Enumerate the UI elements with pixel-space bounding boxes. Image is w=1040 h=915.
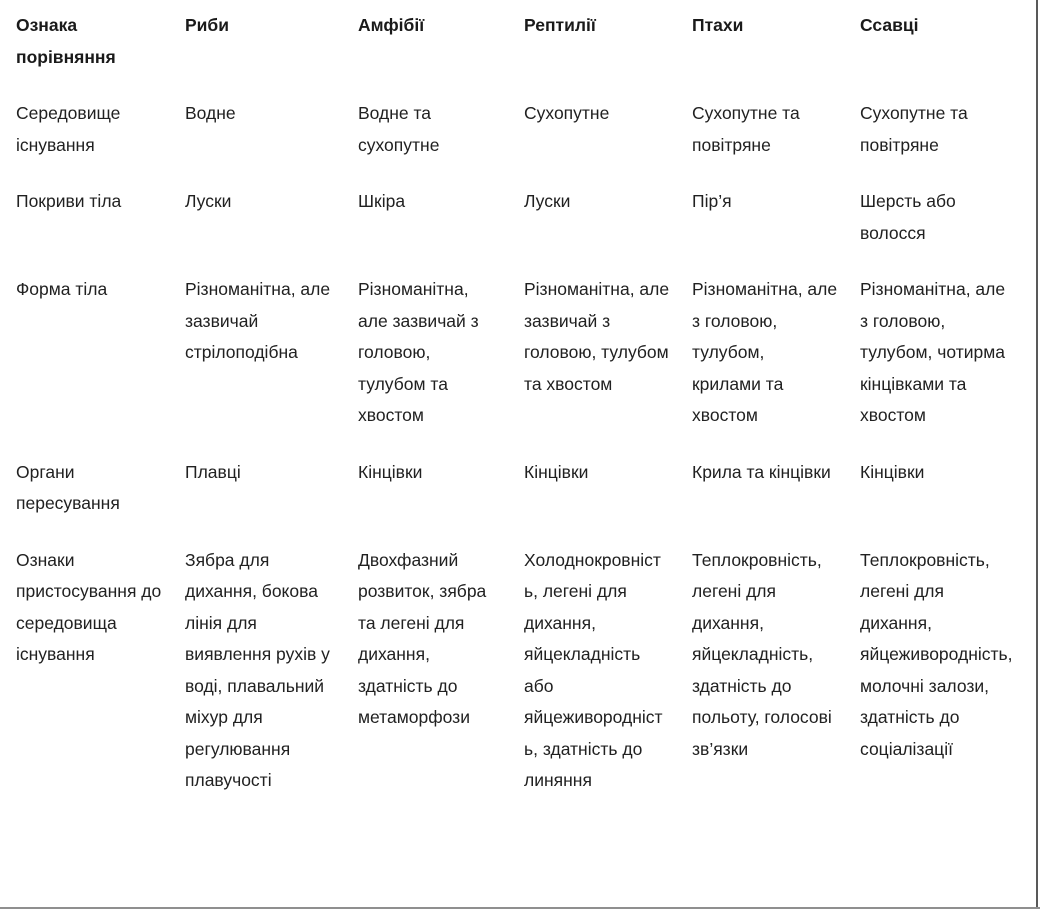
table-cell: Різноманітна, але з головою, тулубом, крилами та хвостом [692, 279, 838, 425]
table-cell: Луски [185, 191, 232, 211]
table-cell: Двохфазний розвиток, зябра та легені для дихання, здатність до метаморфози [358, 549, 487, 727]
column-header-amphibians: Амфібії [358, 15, 425, 35]
row-feature-label: Середовище існування [16, 103, 121, 155]
table-cell: Сухопутне та повітряне [860, 103, 968, 155]
table-cell: Сухопутне [524, 103, 610, 123]
table-row [16, 186, 1036, 249]
table-cell: Луски [524, 191, 571, 211]
table-cell: Теплокровність, легені для дихання, яйцеживородність, молочні залози, здатність до соціалізації [860, 549, 1013, 759]
table-right-border [1036, 0, 1038, 908]
row-feature-label: Ознаки пристосування до середовища існування [16, 549, 162, 664]
row-feature-label: Форма тіла [16, 279, 108, 299]
table-cell: Водне та сухопутне [358, 103, 440, 155]
table-cell: Шкіра [358, 191, 406, 211]
table-cell: Зябра для дихання, бокова лінія для виявлення рухів у воді, плавальний міхур для регулювання плавучості [185, 549, 330, 790]
table-cell: Холоднокровність, легені для дихання, яйцекладність або яйцеживородність, здатність до линяння [524, 549, 663, 790]
table-cell: Різноманітна, але з головою, тулубом, чотирма кінцівками та хвостом [860, 279, 1006, 425]
column-header-mammals: Ссавці [860, 15, 919, 35]
table-cell: Сухопутне та повітряне [692, 103, 800, 155]
row-feature-label: Покриви тіла [16, 191, 122, 211]
table-cell: Водне [185, 103, 236, 123]
table-cell: Різноманітна, але зазвичай з головою, тулубом та хвостом [524, 279, 670, 394]
table-cell: Кінцівки [524, 461, 589, 482]
table-cell: Теплокровність, легені для дихання, яйцекладність, здатність до польоту, голосові зв’язки [692, 549, 832, 759]
table-cell: Кінцівки [860, 461, 925, 482]
table-row [16, 545, 1036, 797]
table-cell: Різноманітна, але зазвичай з головою, тулубом та хвостом [358, 279, 479, 425]
row-feature-label: Органи пересування [16, 461, 120, 513]
table-header-row [16, 10, 1036, 73]
table-cell: Різноманітна, але зазвичай стрілоподібна [185, 279, 331, 362]
column-header-birds: Птахи [692, 15, 744, 35]
table-cell: Шерсть або волосся [860, 191, 956, 243]
table-row [16, 457, 1036, 520]
table-cell: Кінцівки [358, 461, 423, 482]
table-cell: Пір’я [692, 191, 732, 211]
column-header-fish: Риби [185, 15, 229, 35]
column-header-reptiles: Рептилії [524, 15, 596, 35]
table-row [16, 274, 1036, 432]
table-row [16, 98, 1036, 161]
table-cell: Крила та кінцівки [692, 461, 831, 482]
table-bottom-border [0, 907, 1040, 909]
column-header-feature: Ознака порівняння [16, 15, 116, 67]
table-cell: Плавці [185, 461, 241, 482]
